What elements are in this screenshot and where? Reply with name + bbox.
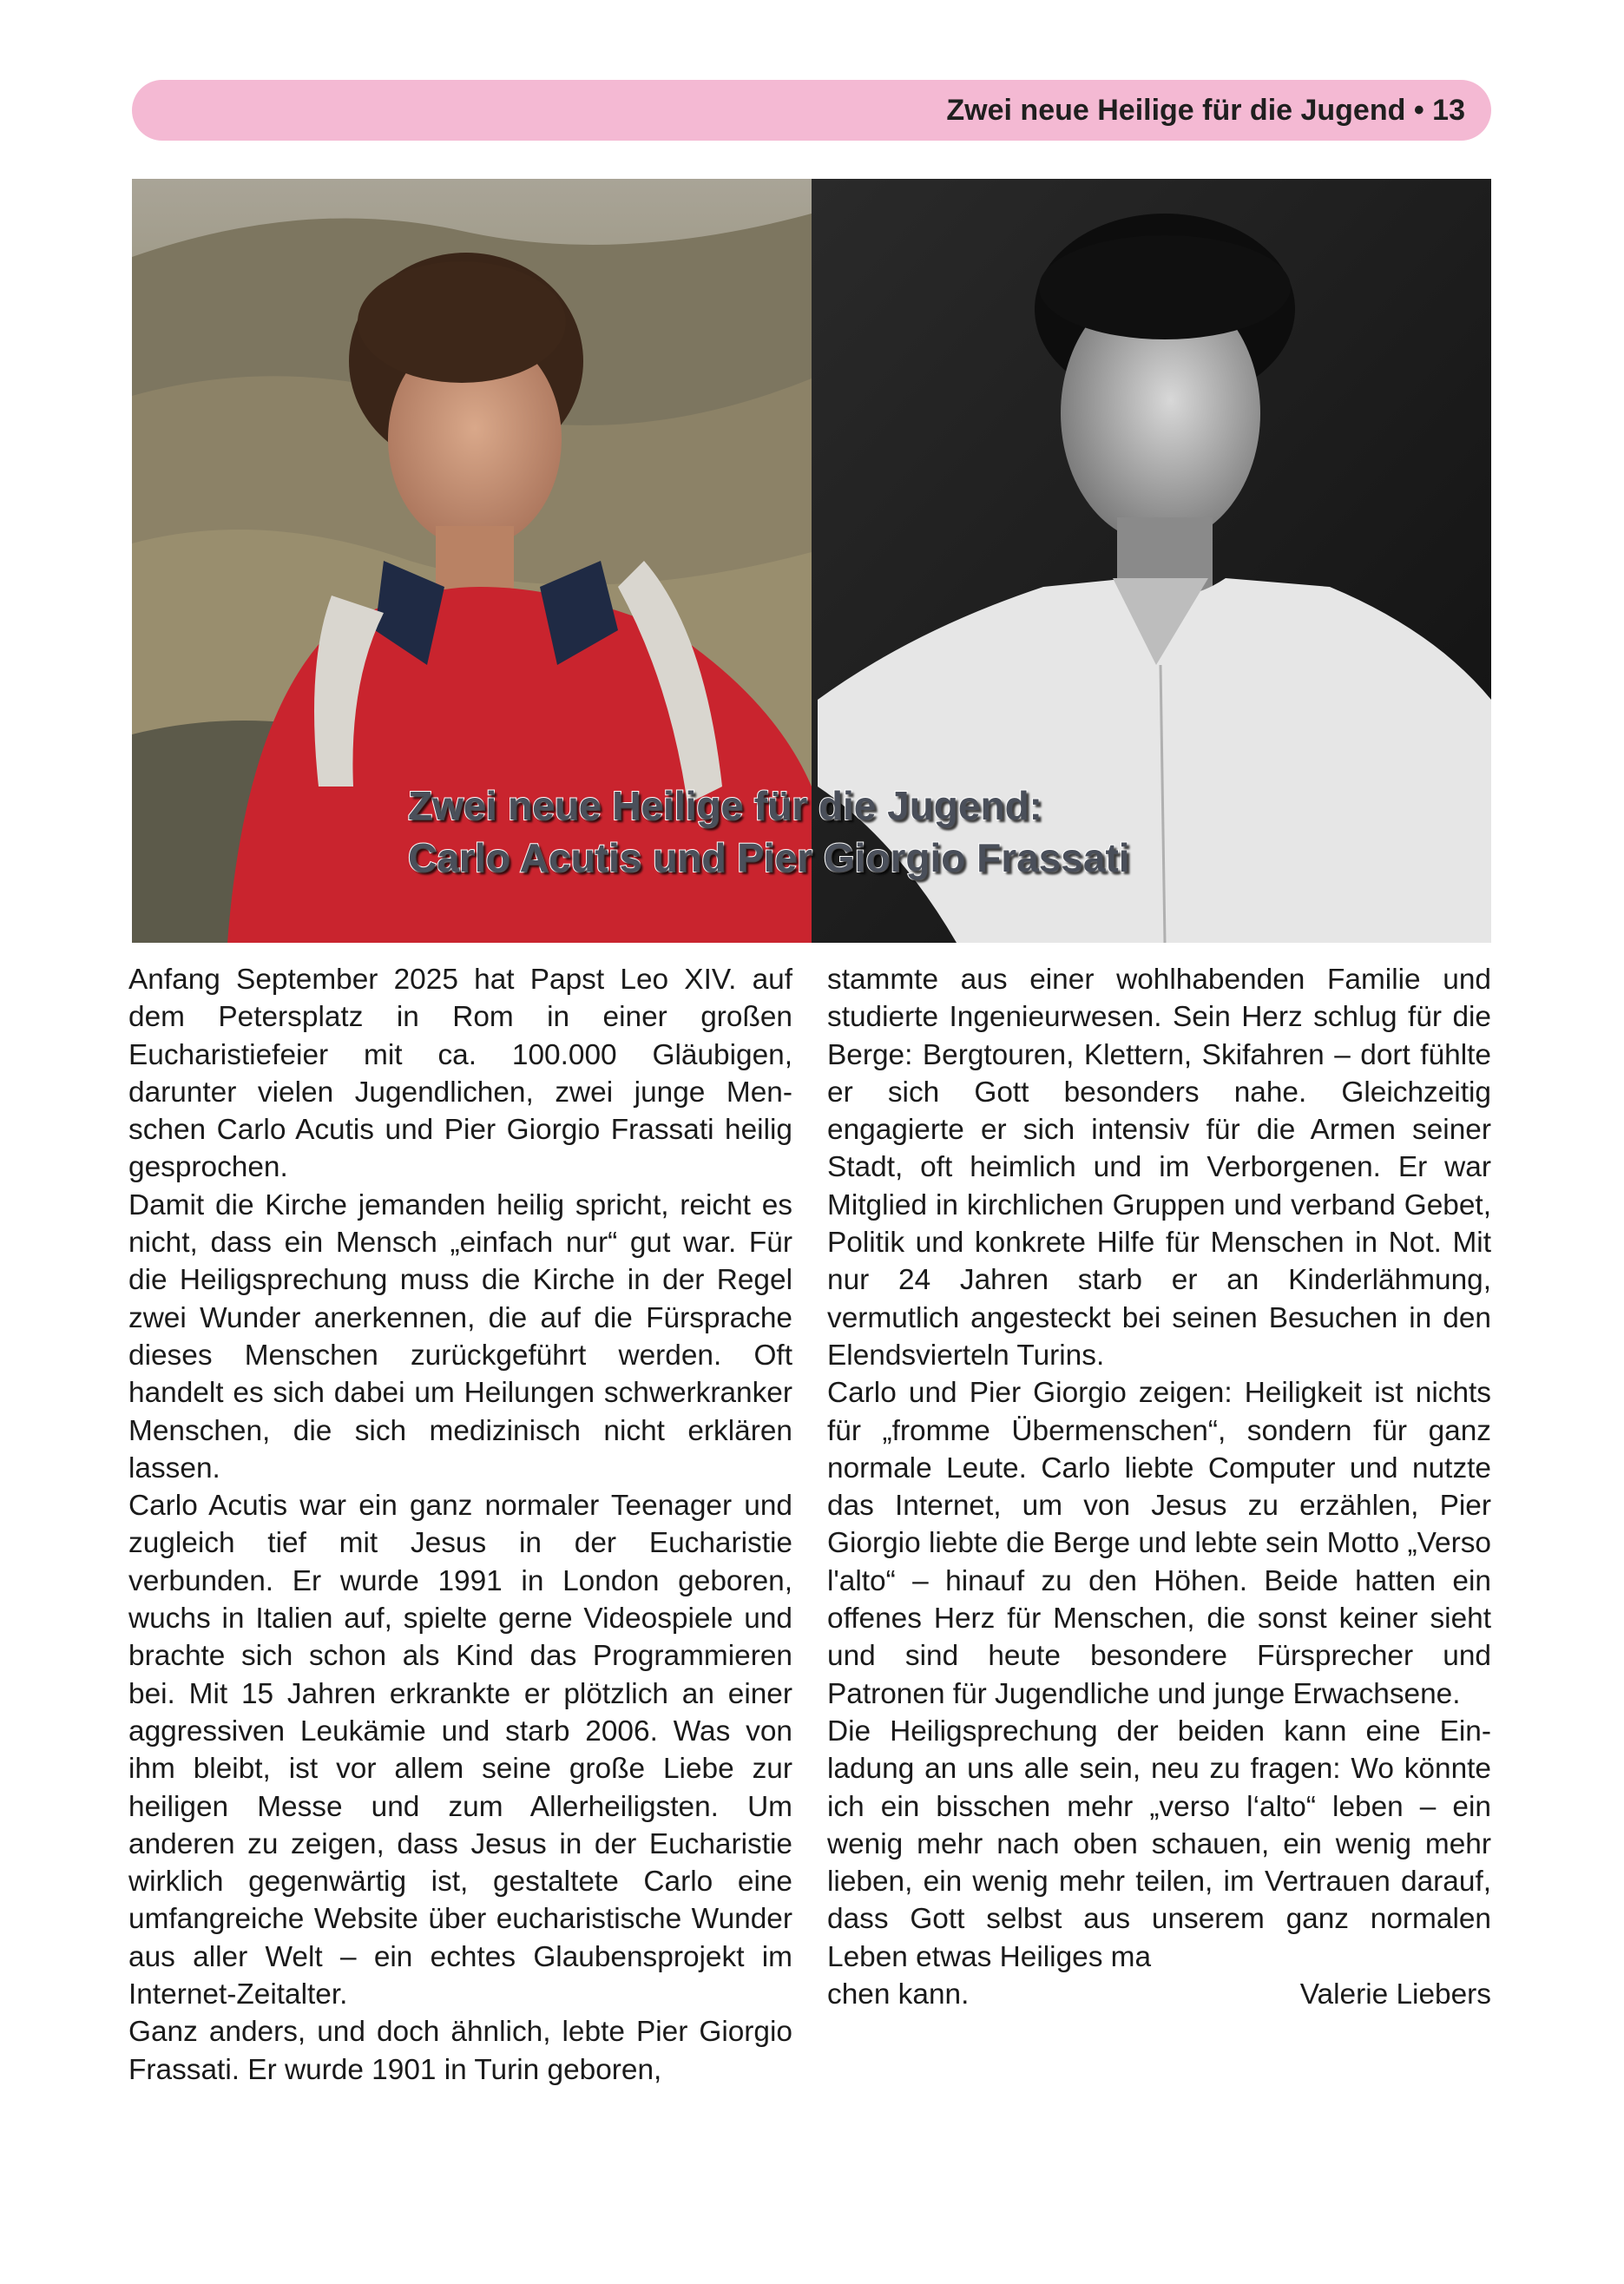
author-name: Valerie Liebers — [1299, 1978, 1491, 2011]
article-column-left — [128, 961, 792, 2089]
closing-text: chen kann. — [827, 1978, 970, 2011]
header-photo — [132, 179, 1491, 943]
header-title: Zwei neue Heilige für die Jugend • 13 — [946, 94, 1465, 127]
paragraph: Die Heiligsprechung der beiden kann eine Einladung an uns alle sein, neu zu fragen: Wo könnte ich ein bisschen mehr „verso l‘alto“ leben – ein wenig mehr nach oben schauen, ein wenig mehr lieben, ein wenig mehr teilen, im Vertrauen darauf, dass Gott selbst aus unserem ganz normalen Leben etwas Heiliges ma — [827, 1715, 1491, 1973]
paragraph: Damit die Kirche jemanden heilig spricht, reicht es nicht, dass ein Mensch „einfach nur“ gut war. Für die Heiligsprechung muss die Kirche in der Regel zwei Wunder anerkennen, die auf die Fürsprache dieses Menschen zurückgeführt werden. Oft handelt es sich dabei um Heilungen schwerkranker Menschen, die sich medizinisch nicht erklären lassen. — [128, 1188, 792, 1484]
photo-title-line2: Carlo Acutis und Pier Giorgio Frassati — [408, 835, 1130, 880]
paragraph: stammte aus einer wohlhabenden Familie und studierte Ingenieurwesen. Sein Herz schlug für die Berge: Bergtouren, Klettern, Skifahren – dort fühlte er sich Gott besonders nahe. Gleichzeitig engagierte er sich intensiv für die Armen seiner Stadt, oft heimlich und im Verborgenen. Er war Mitglied in kirchlichen Gruppen und verband Gebet, Politik und konkrete Hilfe für Menschen in Not. Mit nur 24 Jahren starb er an Kinderlähmung, vermutlich angesteckt bei seinen Besuchen in den Elendsvierteln Turins. — [827, 964, 1491, 1372]
paragraph: Carlo und Pier Giorgio zeigen: Heiligkeit ist nichts für „fromme Übermenschen“, sondern für ganz normale Leute. Carlo liebte Computer und nutzte das Internet, um von Jesus zu erzählen, Pier Giorgio liebte die Berge und lebte sein Motto „Verso l'alto“ – hinauf zu den Höhen. Beide hatten ein offenes Herz für Menschen, die sonst keiner sieht und sind heute besondere Fürsprecher und Patronen für Jugendliche und junge Erwachsene. — [827, 1377, 1491, 1710]
paragraph: Carlo Acutis war ein ganz normaler Teenager und zugleich tief mit Jesus in der Eucharistie verbunden. Er wurde 1991 in London geboren, wuchs in Italien auf, spielte gerne Videospiele und brachte sich schon als Kind das Programmieren bei. Mit 15 Jahren erkrankte er plötzlich an einer aggressiven Leukämie und starb 2006. Was von ihm bleibt, ist vor allem seine große Liebe zur heiligen Messe und zum Allerheiligsten. Um anderen zu zeigen, dass Jesus in der Eucharistie wirklich gegenwärtig ist, gestaltete Carlo eine umfangreiche Website über eucharistische Wunder aus aller Welt – ein echtes Glaubensprojekt im Internet-Zeitalter. — [128, 1490, 792, 2011]
closing-line — [827, 1976, 1491, 2013]
article-column-right — [827, 961, 1491, 2013]
paragraph: Anfang September 2025 hat Papst Leo XIV. auf dem Petersplatz in Rom in einer großen Eucharistiefeier mit ca. 100.000 Gläubigen, darunter vielen Jugendlichen, zwei junge Menschen Carlo Acutis und Pier Giorgio Frassati heilig gesprochen. — [128, 964, 792, 1184]
page-header — [132, 80, 1491, 141]
photo-title — [408, 780, 1130, 884]
paragraph: Ganz anders, und doch ähnlich, lebte Pier Giorgio Frassati. Er wurde 1901 in Turin geboren, — [128, 2016, 792, 2086]
photo-title-line1: Zwei neue Heilige für die Jugend: — [408, 783, 1042, 828]
